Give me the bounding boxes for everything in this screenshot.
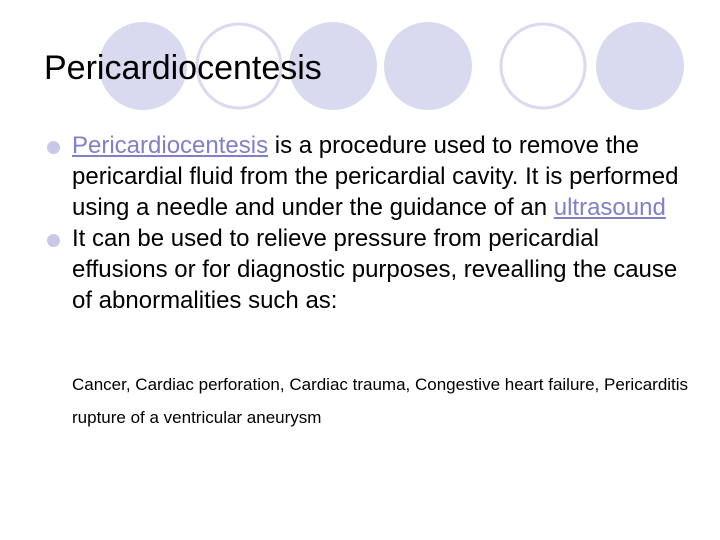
bullet-item-procedure [44,130,684,223]
bullet-text: It can be used to relieve pressure from pericardial effusions or for diagnostic purposes, revealling the cause of abnormalities such as: [72,225,678,314]
ultrasound-link[interactable]: ultrasound [553,194,666,221]
bullet-icon [47,234,60,247]
bullet-icon [47,141,60,154]
pericardiocentesis-link[interactable]: Pericardiocentesis [72,132,269,159]
slide-title: Pericardiocentesis [44,49,322,87]
bullet-list [44,130,684,316]
outline-circle-2 [501,24,585,108]
filled-circle-4 [596,22,684,110]
bullet-text: is a procedure used to remove the pericardial fluid from the pericardial cavity. It is performed using a needle and under the guidance of an [72,132,679,221]
filled-circle-3 [384,22,472,110]
abnormalities-list: Cancer, Cardiac perforation, Cardiac trauma, Congestive heart failure, Pericarditis rupture of a ventricular aneurysm [72,375,689,427]
bullet-item-uses [44,223,684,316]
